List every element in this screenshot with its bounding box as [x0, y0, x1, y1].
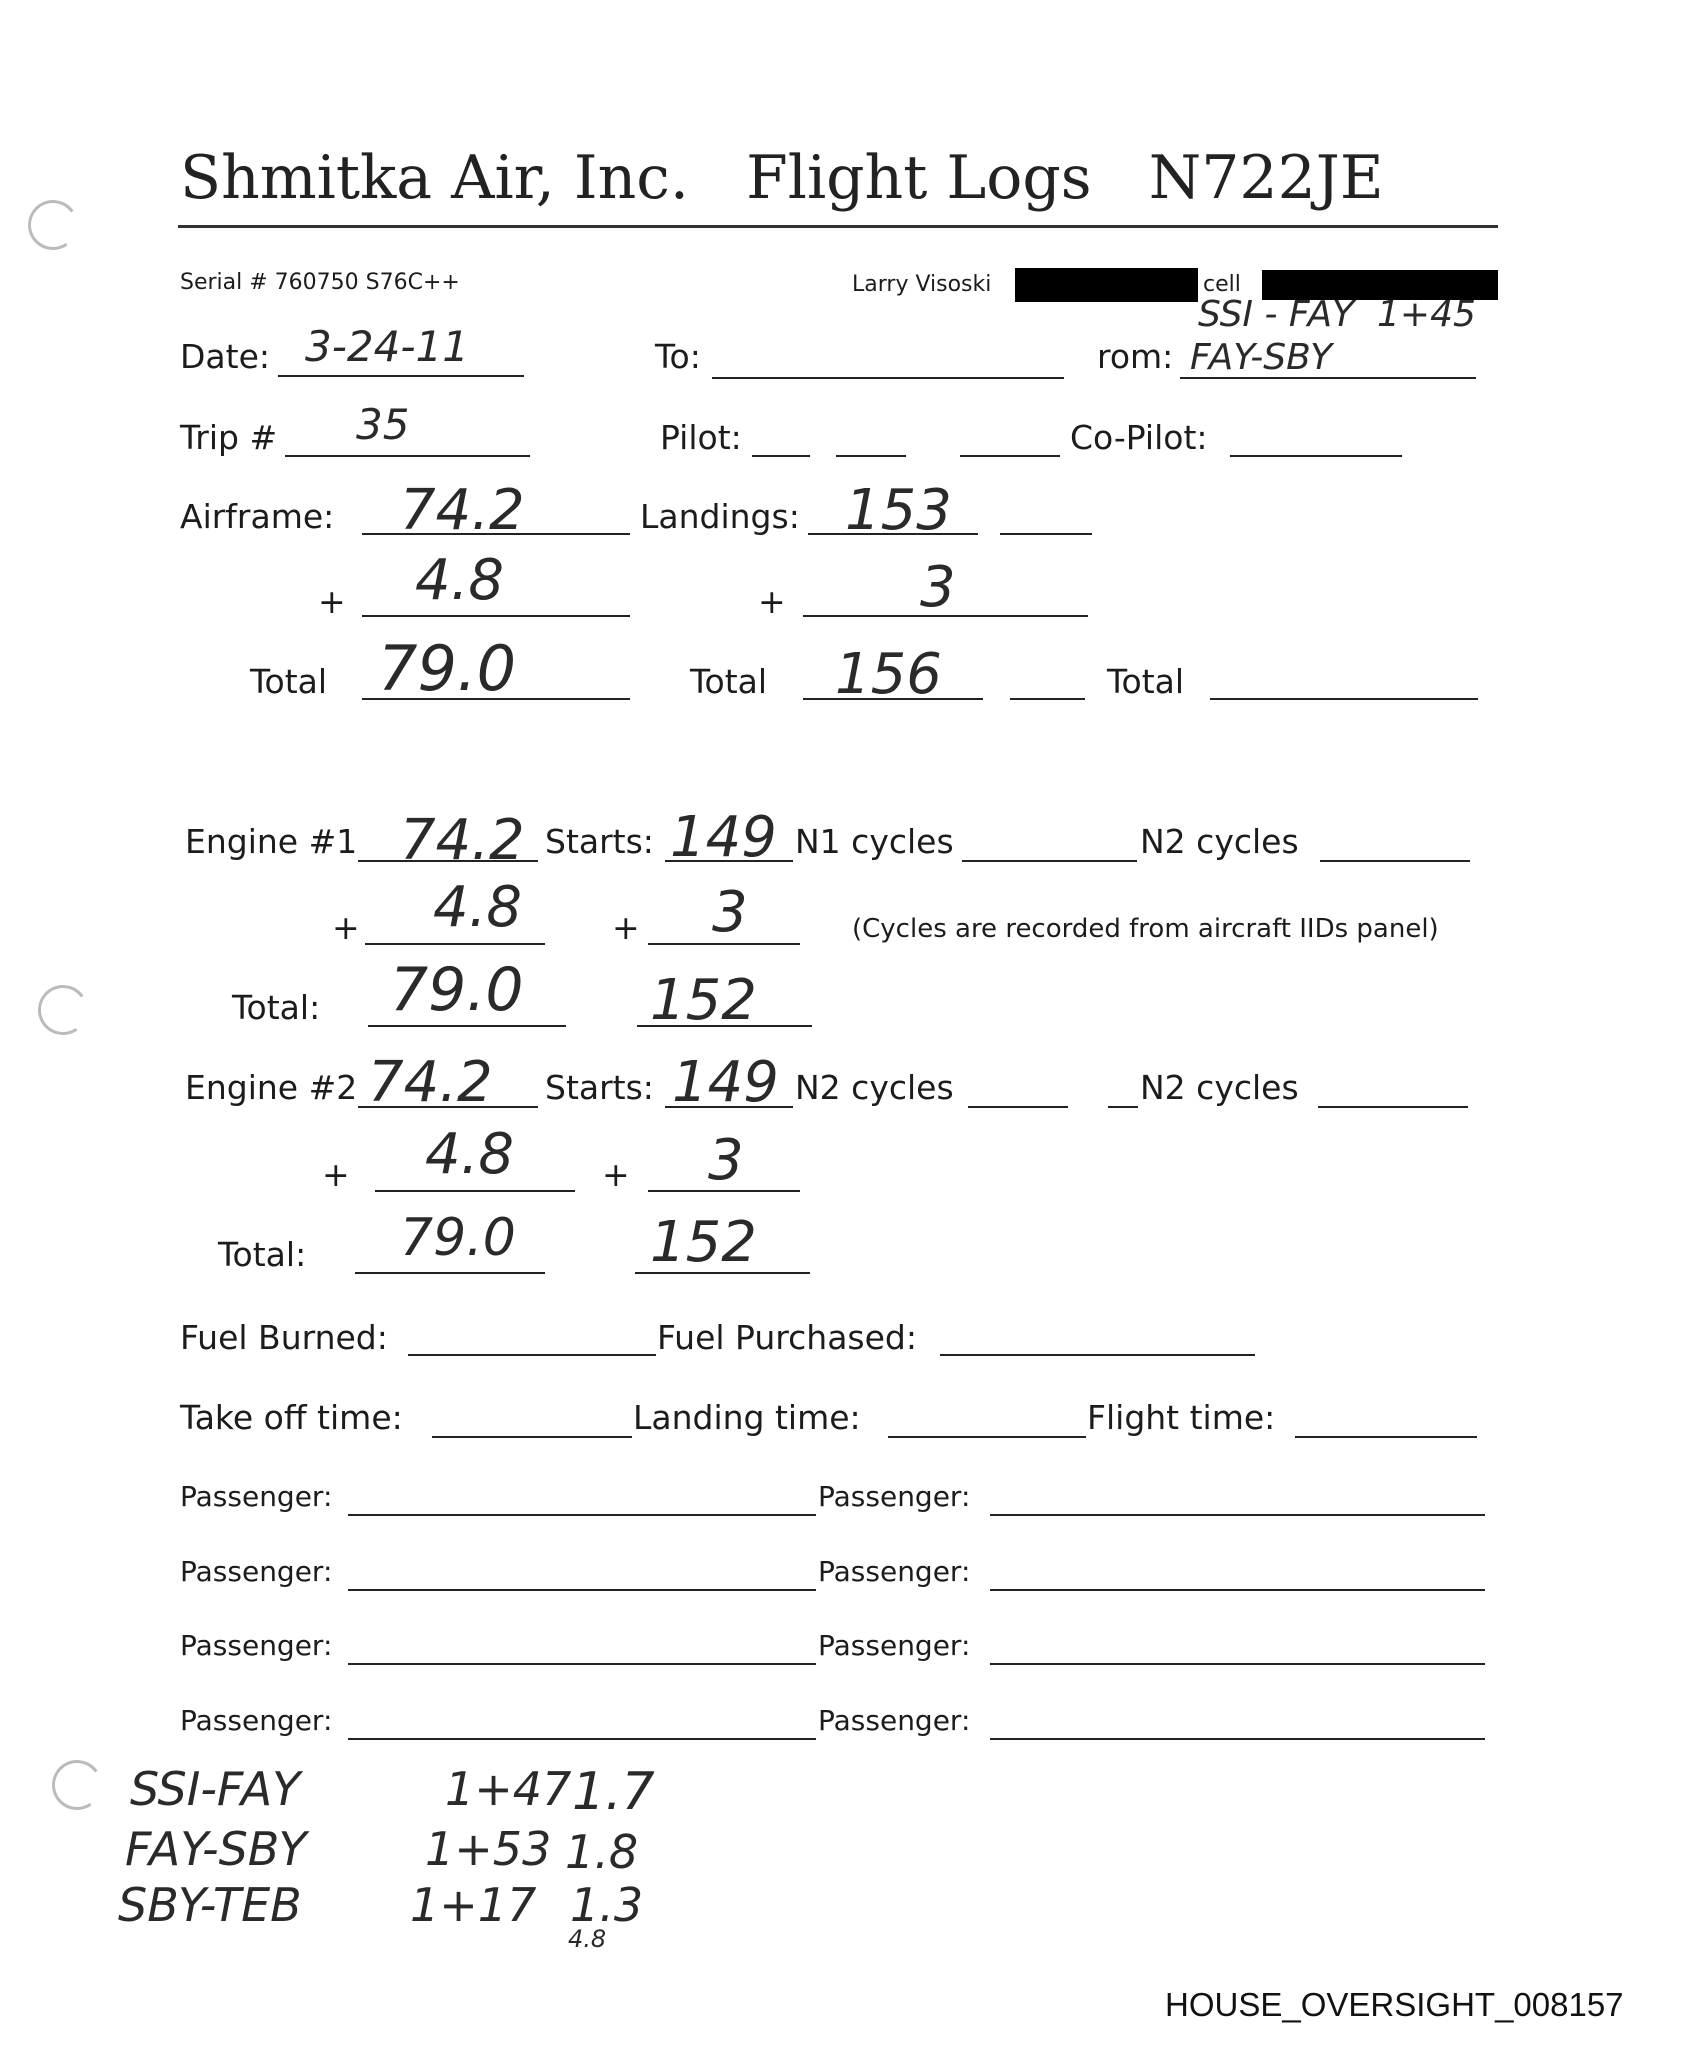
leg-2-time: 1+53 — [425, 1822, 552, 1876]
engine1-total-label: Total: — [232, 988, 321, 1027]
landings-total-line-2 — [1010, 698, 1085, 700]
airframe-plus: + — [318, 582, 346, 621]
engine2-add: 4.8 — [425, 1122, 515, 1187]
engine2-starts: 149 — [672, 1050, 779, 1115]
passenger-line — [348, 1589, 816, 1591]
engine2-value: 74.2 — [368, 1050, 493, 1115]
to-line — [712, 377, 1064, 379]
header-rule — [178, 225, 1498, 228]
serial-number: Serial # 760750 S76C++ — [180, 270, 460, 295]
engine1-n1-label: N1 cycles — [795, 822, 954, 861]
passenger-label: Passenger: — [818, 1629, 971, 1662]
redaction-phone-1 — [1015, 268, 1198, 302]
passenger-label: Passenger: — [818, 1480, 971, 1513]
engine2-label: Engine #2 — [185, 1068, 358, 1107]
flight-time-line — [1295, 1436, 1477, 1438]
fuel-purchased-line — [940, 1354, 1255, 1356]
engine2-total-line — [355, 1272, 545, 1274]
airframe-value: 74.2 — [400, 478, 525, 543]
engine1-add: 4.8 — [433, 875, 523, 940]
engine1-starts-plus: + — [612, 908, 640, 947]
to-label: To: — [655, 337, 701, 376]
copilot-label: Co-Pilot: — [1070, 418, 1208, 457]
passenger-line — [990, 1514, 1485, 1516]
engine2-n2a-label: N2 cycles — [795, 1068, 954, 1107]
pilot-label: Pilot: — [660, 418, 742, 457]
trip-line — [285, 455, 530, 457]
date-line — [278, 375, 524, 377]
fuel-purchased-label: Fuel Purchased: — [657, 1318, 917, 1357]
date-value: 3-24-11 — [305, 322, 469, 371]
passenger-label: Passenger: — [818, 1704, 971, 1737]
leg-2-hours: 1.8 — [565, 1825, 639, 1879]
form-title: Shmitka Air, Inc. Flight Logs N722JE — [180, 143, 1384, 213]
date-label: Date: — [180, 337, 270, 376]
passenger-line — [348, 1738, 816, 1740]
engine1-n1-line — [962, 860, 1137, 862]
passenger-label: Passenger: — [180, 1629, 333, 1662]
engine1-n2-line — [1320, 860, 1470, 862]
passenger-line — [990, 1589, 1485, 1591]
flight-time-label: Flight time: — [1087, 1398, 1276, 1437]
pilot-line-1 — [752, 455, 810, 457]
from-label: rom: — [1097, 337, 1174, 376]
fuel-burned-label: Fuel Burned: — [180, 1318, 388, 1357]
landings-total-label: Total — [690, 662, 768, 701]
landings-add: 3 — [920, 555, 956, 620]
passenger-line — [990, 1663, 1485, 1665]
passenger-line — [348, 1663, 816, 1665]
engine2-starts-add: 3 — [708, 1128, 744, 1193]
passenger-label: Passenger: — [180, 1480, 333, 1513]
trip-value: 35 — [356, 400, 410, 449]
passenger-label: Passenger: — [180, 1555, 333, 1588]
trip-label: Trip # — [180, 418, 278, 457]
engine2-plus: + — [322, 1155, 350, 1194]
engine2-starts-total: 152 — [650, 1210, 757, 1275]
engine1-n2-label: N2 cycles — [1140, 822, 1299, 861]
leg-3-route: SBY-TEB — [118, 1878, 302, 1932]
landings-line-2 — [1000, 533, 1092, 535]
binder-hole-middle — [34, 981, 92, 1039]
from-value: FAY-SBY — [1190, 337, 1333, 378]
engine1-total-line — [368, 1025, 566, 1027]
engine1-starts-add: 3 — [712, 880, 748, 945]
pilot-line-3 — [960, 455, 1060, 457]
fuel-burned-line — [408, 1354, 656, 1356]
leg-1-route: SSI-FAY — [130, 1762, 301, 1816]
third-total-line — [1210, 698, 1478, 700]
engine1-add-line — [365, 943, 545, 945]
engine2-total-label: Total: — [218, 1235, 307, 1274]
legs-total: 4.8 — [568, 1925, 607, 1953]
airframe-add-line — [362, 615, 630, 617]
landing-time-label: Landing time: — [633, 1398, 861, 1437]
takeoff-line — [432, 1436, 632, 1438]
engine2-starts-plus: + — [602, 1155, 630, 1194]
landing-time-line — [888, 1436, 1086, 1438]
leg-1-hours: 1.7 — [572, 1762, 655, 1822]
engine1-total: 79.0 — [390, 955, 524, 1025]
landings-value: 153 — [845, 478, 952, 543]
binder-hole-bottom — [48, 1756, 106, 1814]
third-total-label: Total — [1107, 662, 1185, 701]
passenger-label: Passenger: — [180, 1704, 333, 1737]
leg-3-time: 1+17 — [410, 1878, 537, 1932]
landings-total: 156 — [835, 642, 942, 707]
engine2-n2b-line — [1318, 1106, 1468, 1108]
engine2-n2-gap-line — [1108, 1106, 1138, 1108]
engine2-n2b-label: N2 cycles — [1140, 1068, 1299, 1107]
passenger-line — [990, 1738, 1485, 1740]
cell-label: cell — [1203, 272, 1241, 297]
bates-number: HOUSE_OVERSIGHT_008157 — [1165, 1986, 1624, 2023]
leg-1-time: 1+47 — [445, 1762, 572, 1816]
airframe-total: 79.0 — [378, 632, 517, 705]
engine1-starts-label: Starts: — [545, 822, 654, 861]
engine2-total: 79.0 — [400, 1208, 516, 1268]
engine1-plus: + — [332, 908, 360, 947]
landings-plus: + — [758, 582, 786, 621]
leg-3-hours: 1.3 — [570, 1878, 644, 1932]
binder-hole-top — [24, 196, 82, 254]
contact-name: Larry Visoski — [852, 272, 992, 297]
passenger-line — [348, 1514, 816, 1516]
airframe-label: Airframe: — [180, 497, 335, 536]
engine2-n2a-line — [968, 1106, 1068, 1108]
passenger-label: Passenger: — [818, 1555, 971, 1588]
engine1-value: 74.2 — [400, 808, 525, 873]
airframe-total-label: Total — [250, 662, 328, 701]
leg-2-route: FAY-SBY — [125, 1822, 307, 1876]
engine1-starts: 149 — [670, 805, 777, 870]
copilot-line — [1230, 455, 1402, 457]
engine1-cycles-note: (Cycles are recorded from aircraft IIDs panel) — [852, 914, 1439, 944]
pilot-line-2 — [836, 455, 906, 457]
takeoff-label: Take off time: — [180, 1398, 403, 1437]
airframe-add: 4.8 — [415, 548, 505, 613]
landings-label: Landings: — [640, 497, 800, 536]
from-note: SSI - FAY 1+45 — [1198, 294, 1476, 335]
engine2-add-line — [375, 1190, 575, 1192]
engine1-starts-total: 152 — [650, 968, 757, 1033]
engine1-label: Engine #1 — [185, 822, 358, 861]
engine2-starts-label: Starts: — [545, 1068, 654, 1107]
